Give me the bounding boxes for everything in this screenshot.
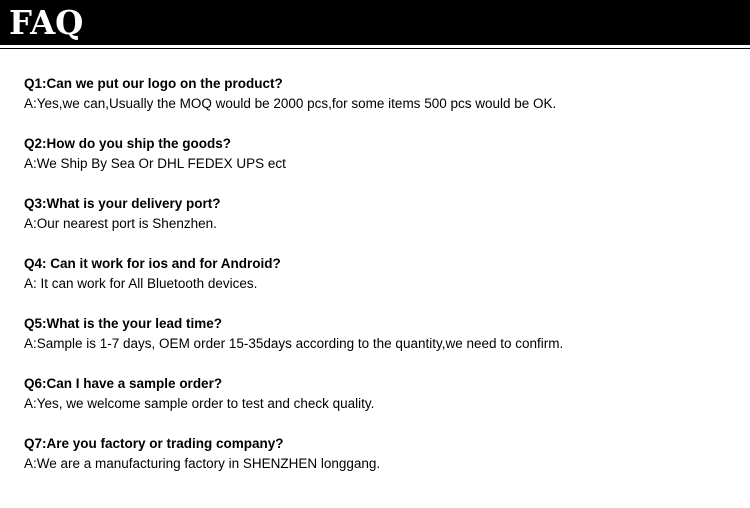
- faq-item-1: [24, 74, 744, 134]
- header-divider: [0, 48, 750, 49]
- faq-header-bar: [0, 0, 750, 45]
- faq-answer: A:Sample is 1-7 days, OEM order 15-35days according to the quantity,we need to confirm.: [24, 336, 564, 351]
- faq-answer: A: It can work for All Bluetooth devices.: [24, 276, 258, 291]
- faq-question: Q5:What is the your lead time?: [24, 316, 223, 331]
- faq-item-5: [24, 314, 744, 374]
- faq-question: Q4: Can it work for ios and for Android?: [24, 256, 281, 271]
- faq-answer: A:We Ship By Sea Or DHL FEDEX UPS ect: [24, 156, 286, 171]
- faq-question: Q3:What is your delivery port?: [24, 196, 221, 211]
- faq-question: Q7:Are you factory or trading company?: [24, 436, 284, 451]
- faq-list: [24, 74, 744, 494]
- faq-item-2: [24, 134, 744, 194]
- faq-item-7: [24, 434, 744, 494]
- faq-answer: A:Yes,we can,Usually the MOQ would be 2000 pcs,for some items 500 pcs would be OK.: [24, 96, 557, 111]
- faq-answer: A:We are a manufacturing factory in SHENZHEN longgang.: [24, 456, 381, 471]
- faq-question: Q2:How do you ship the goods?: [24, 136, 231, 151]
- faq-item-6: [24, 374, 744, 434]
- faq-answer: A:Our nearest port is Shenzhen.: [24, 216, 217, 231]
- faq-answer: A:Yes, we welcome sample order to test and check quality.: [24, 396, 375, 411]
- faq-question: Q6:Can I have a sample order?: [24, 376, 223, 391]
- faq-item-4: [24, 254, 744, 314]
- faq-item-3: [24, 194, 744, 254]
- faq-question: Q1:Can we put our logo on the product?: [24, 76, 283, 91]
- page-title: FAQ: [9, 3, 84, 42]
